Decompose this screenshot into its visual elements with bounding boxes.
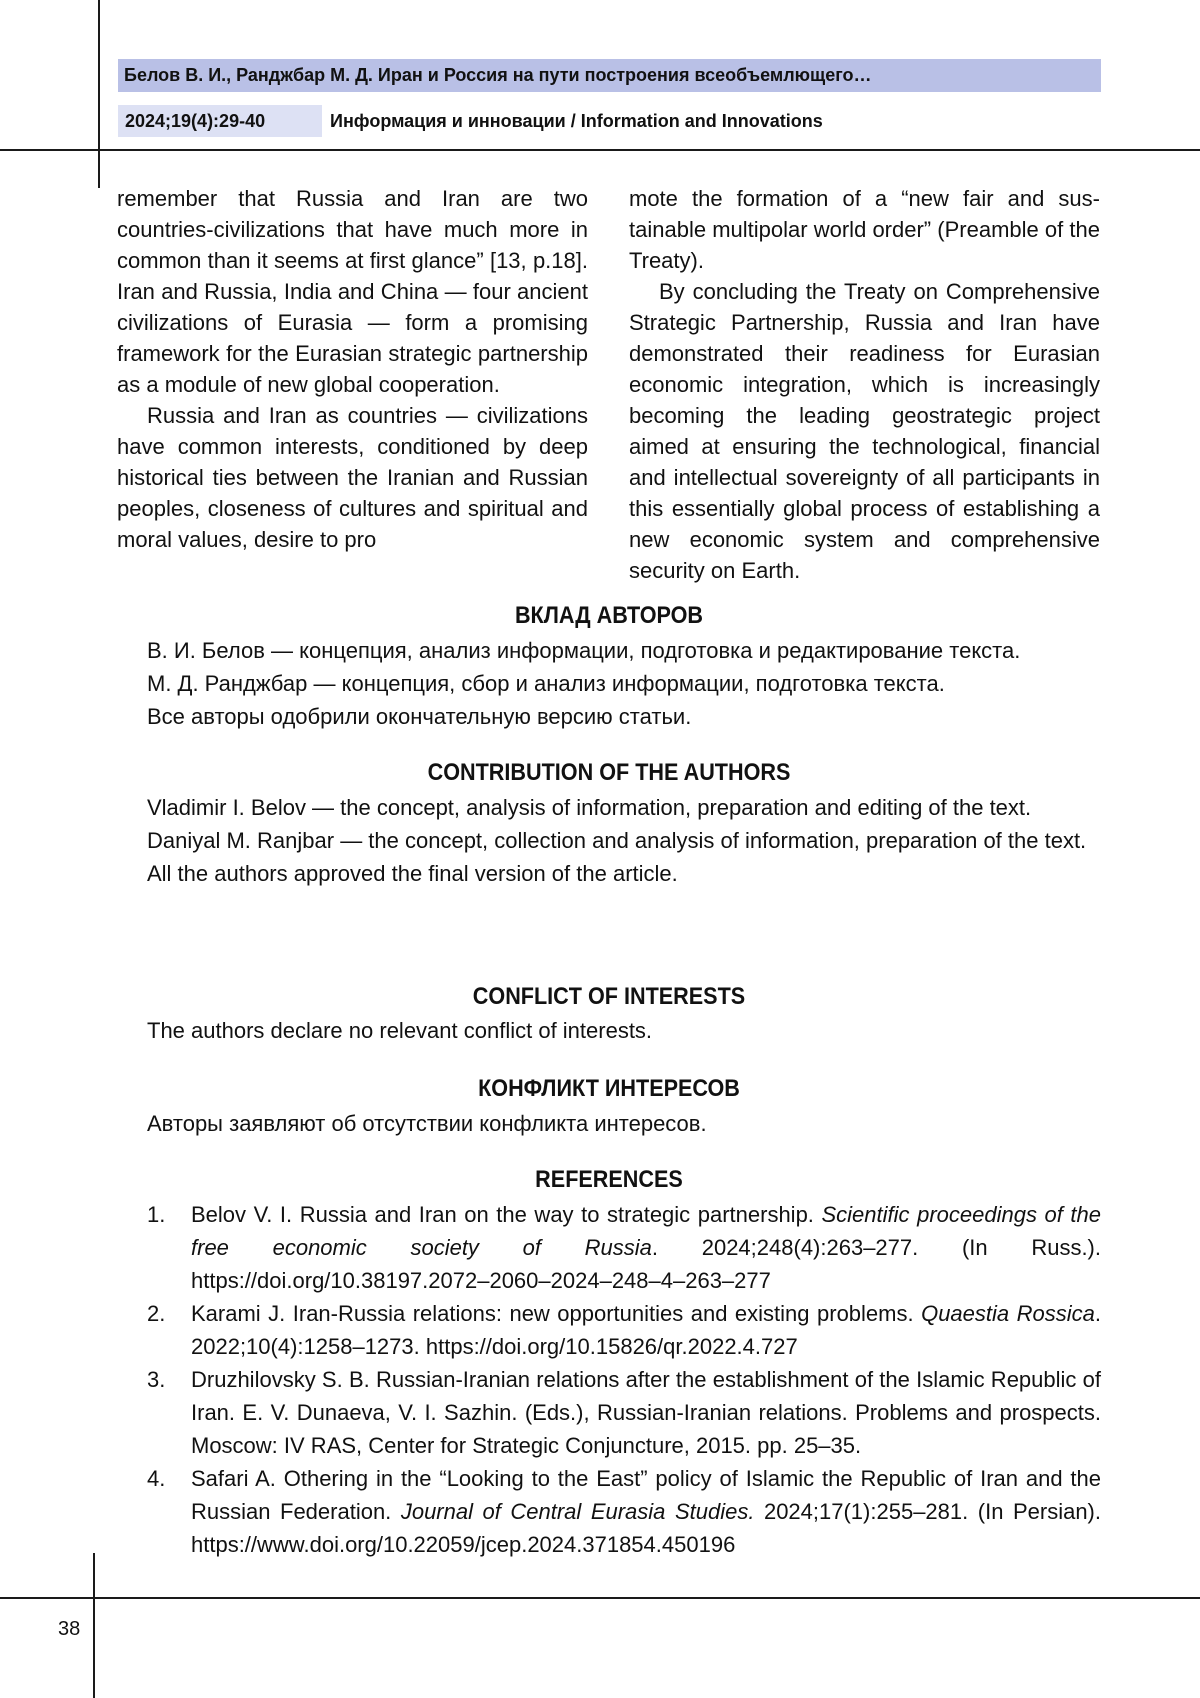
header-vertical-rule <box>98 0 100 188</box>
section-title-references: REFERENCES <box>535 1166 683 1193</box>
reference-item <box>117 1363 1101 1462</box>
reference-item <box>117 1198 1101 1297</box>
conflict-text: Авторы заявляют об отсутствии конфликта интересов. <box>147 1111 707 1136</box>
reference-list <box>117 1198 1101 1561</box>
conflict-text: The authors declare no relevant conflict of interests. <box>147 1018 653 1043</box>
footer-vertical-rule <box>93 1553 95 1698</box>
header-horizontal-rule <box>0 149 1200 151</box>
reference-details: . 2024;248(4):263–277. (In Russ.). https://doi.org/10.38197.2072–2060–2024–248–4–263–277 <box>191 1235 1101 1293</box>
section-title-contrib-ru: ВКЛАД АВТОРОВ <box>514 602 704 629</box>
running-title: Белов В. И., Ранджбар М. Д. Иран и Россия на пути построения всеобъемлющего… <box>118 59 1101 92</box>
reference-item <box>117 1297 1101 1363</box>
section-conflict-ru <box>117 1107 1101 1140</box>
reference-item <box>117 1462 1101 1561</box>
contrib-line: В. И. Белов — концепция, анализ информации, подготовка и редактирование текста. <box>147 638 1021 663</box>
body-column-left <box>117 183 588 555</box>
reference-details: 2024;17(1):255–281. (In Persian). https://www.doi.org/10.22059/jcep.2024.371854.450196 <box>191 1499 1101 1557</box>
reference-number: 4. <box>147 1466 166 1491</box>
contrib-line: Vladimir I. Belov — the concept, analysis of information, preparation and editing of the text. <box>147 795 1032 820</box>
contrib-line: М. Д. Ранджбар — концепция, сбор и анализ информации, подготовка текста. <box>147 671 945 696</box>
reference-number: 3. <box>147 1367 166 1392</box>
paragraph: Russia and Iran as countries — civilizations have common interests, conditioned by deep historical ties between the Iranian and Russian peoples, closeness of cultures and spiritual and moral values, desire to pro <box>117 403 588 552</box>
section-title-contrib-en: CONTRIBUTION OF THE AUTHORS <box>427 759 791 786</box>
reference-source: Journal of Central Eurasia Studies. <box>400 1499 755 1524</box>
reference-text: Safari A. Othering in the “Looking to the East” policy of Islamic the Republic of Iran and the Russian Federation. <box>191 1466 1101 1524</box>
paragraph: remember that Russia and Iran are two countries-civilizations that have much more in common than it seems at first glance” [13, p.18]. Iran and Russia, India and China — four ancient civilizations of Eurasia — form a promising framework for the Eurasian strategic partnership as a module of new global cooperation. <box>117 186 588 397</box>
section-title-conflict-en: CONFLICT OF INTERESTS <box>472 983 746 1010</box>
section-conflict-en <box>117 1014 1101 1047</box>
body-column-right <box>629 183 1100 586</box>
reference-number: 1. <box>147 1202 166 1227</box>
section-title-conflict-ru: КОНФЛИКТ ИНТЕРЕСОВ <box>478 1075 740 1102</box>
reference-source: Quaestia Rossica <box>921 1301 1095 1326</box>
contrib-line: Все авторы одобрили окончательную версию статьи. <box>147 704 692 729</box>
reference-source: Scientific proceedings of the free economic society of Russia <box>191 1202 1101 1260</box>
issue-citation: 2024;19(4):29-40 <box>118 105 322 137</box>
reference-text: Druzhilovsky S. B. Russian-Iranian relations after the establishment of the Islamic Republic of Iran. E. V. Dunaeva, V. I. Sazhin. (Eds.), Russian-Iranian relations. Problems and prospects. Moscow: IV RAS, Center for Strategic Conjuncture, 2015. pp. 25–35. <box>191 1367 1101 1458</box>
contrib-line: All the authors approved the final version of the article. <box>147 861 678 886</box>
paragraph: By concluding the Treaty on Comprehensive Strategic Partnership, Russia and Iran have demonstrated their readiness for Eurasian economic integration, which is increasingly becoming the leading geostrategic project aimed at ensuring the technological, financial and intellectual sovereignty of all participants in this essentially global process of establishing a new economic system and comprehensive security on Earth. <box>629 279 1100 583</box>
section-contrib-ru <box>117 634 1101 733</box>
page-number: 38 <box>58 1618 81 1640</box>
reference-number: 2. <box>147 1301 166 1326</box>
reference-details: . 2022;10(4):1258–1273. https://doi.org/10.15826/qr.2022.4.727 <box>191 1301 1101 1359</box>
reference-text: Belov V. I. Russia and Iran on the way to strategic partnership. <box>191 1202 822 1227</box>
journal-name: Информация и инновации / Information and Innovations <box>330 111 823 131</box>
footer-horizontal-rule <box>0 1597 1200 1599</box>
contrib-line: Daniyal M. Ranjbar — the concept, collection and analysis of information, preparation of the text. <box>147 828 1087 853</box>
section-contrib-en <box>117 791 1101 890</box>
reference-text: Karami J. Iran-Russia relations: new opportunities and existing problems. <box>191 1301 922 1326</box>
paragraph: mote the formation of a “new fair and sustainable multipolar world order” (Preamble of the Treaty). <box>629 186 1100 273</box>
